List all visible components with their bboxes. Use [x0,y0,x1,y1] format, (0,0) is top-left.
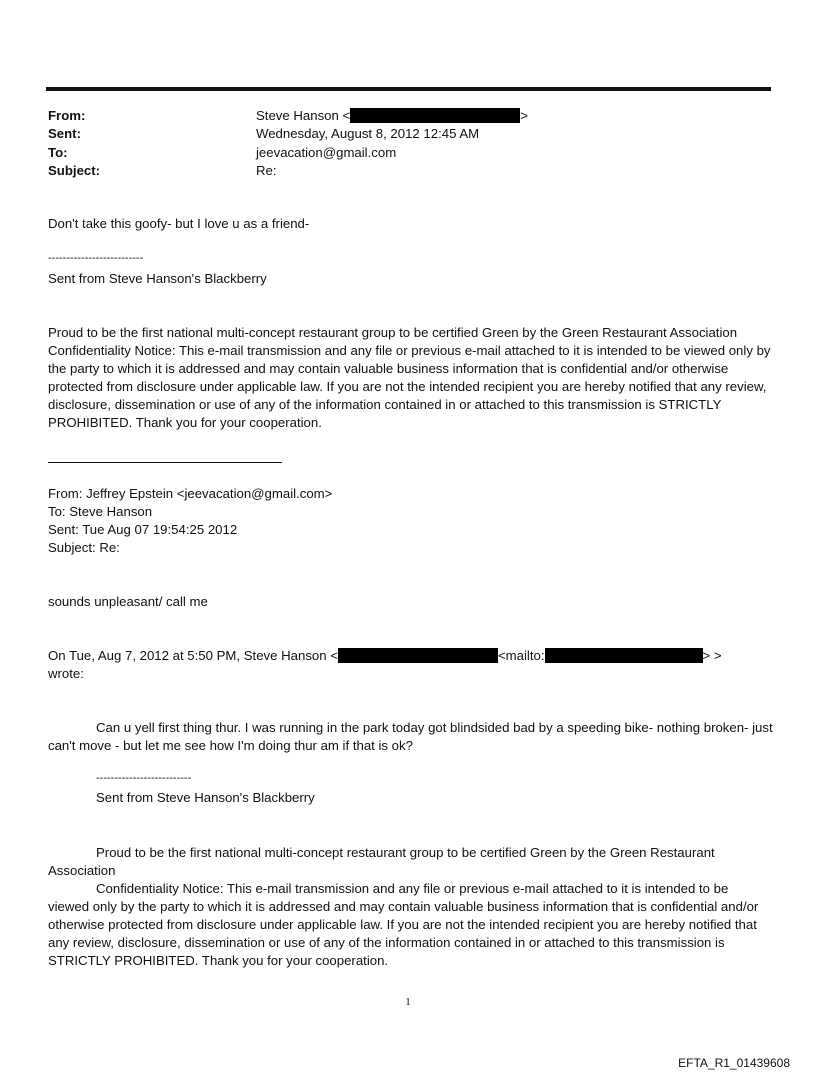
quote-separator-rule [48,462,282,463]
from-value [256,108,528,123]
signature-line: Sent from Steve Hanson's Blackberry [96,790,315,805]
message-line: Don't take this goofy- but I love u as a friend- [48,216,310,231]
sent-label: Sent: [48,126,81,141]
green-notice: Proud to be the first national multi-concept restaurant group to be certified Green by the Green Restaurant Association [48,325,738,340]
disclaimer-block [48,844,773,970]
attribution-close: > > [702,648,722,663]
to-label: To: [48,145,68,160]
confidentiality-notice: Confidentiality Notice: This e-mail transmission and any file or previous e-mail attached to it is intended to be viewed only by the party to which it is addressed and may contain valuable business information that is confidential and/or otherwise protected from disclosure under applicable law. If you are not the intended recipient you are hereby notified that any review, disclosure, dissemination or use of any of the information contained in or attached to this transmission is STRICTLY PROHIBITED. Thank you for your cooperation. [48,343,771,430]
signature-separator: -------------------------- [48,252,144,264]
green-notice: Proud to be the first national multi-concept restaurant group to be certified Green by the Green Restaurant Association [48,845,715,878]
to-value: jeevacation@gmail.com [256,145,397,160]
from-name: Steve Hanson < [256,108,351,123]
redaction-box [350,108,520,123]
sent-value: Wednesday, August 8, 2012 12:45 AM [256,126,480,141]
signature-line: Sent from Steve Hanson's Blackberry [48,271,267,286]
attribution-wrote: wrote: [48,666,84,681]
header-top-rule [46,87,771,91]
redaction-box [545,648,703,663]
from-close: > [520,108,528,123]
disclaimer-block [48,324,773,432]
attribution-mailto: <mailto: [497,648,545,663]
subject-label: Subject: [48,163,101,178]
attribution-prefix: On Tue, Aug 7, 2012 at 5:50 PM, Steve Hanson < [48,648,338,663]
quoted-sent: Sent: Tue Aug 07 19:54:25 2012 [48,522,238,537]
from-label: From: [48,108,86,123]
subject-value: Re: [256,163,277,178]
page-number: 1 [405,996,411,1008]
confidentiality-notice: Confidentiality Notice: This e-mail transmission and any file or previous e-mail attached to it is intended to be viewed only by the party to which it is addressed and may contain valuable business information that is confidential and/or otherwise protected from disclosure under applicable law. If you are not the intended recipient you are hereby notified that any review, disclosure, dissemination or use of any of the information contained in or attached to this transmission is STRICTLY PROHIBITED. Thank you for your cooperation. [48,881,759,968]
quoted-from: From: Jeffrey Epstein <jeevacation@gmail.com> [48,486,333,501]
reply-line: sounds unpleasant/ call me [48,594,208,609]
quoted-subject: Subject: Re: [48,540,120,555]
quoted-to: To: Steve Hanson [48,504,153,519]
original-message: Can u yell first thing thur. I was running in the park today got blindsided bad by a speeding bike- nothing broken- just can't move - but let me see how I'm doing thur am if that is ok? [48,720,773,753]
signature-separator: -------------------------- [96,772,192,784]
document-id: EFTA_R1_01439608 [678,1056,790,1070]
attribution-line [48,648,722,663]
redaction-box [338,648,498,663]
